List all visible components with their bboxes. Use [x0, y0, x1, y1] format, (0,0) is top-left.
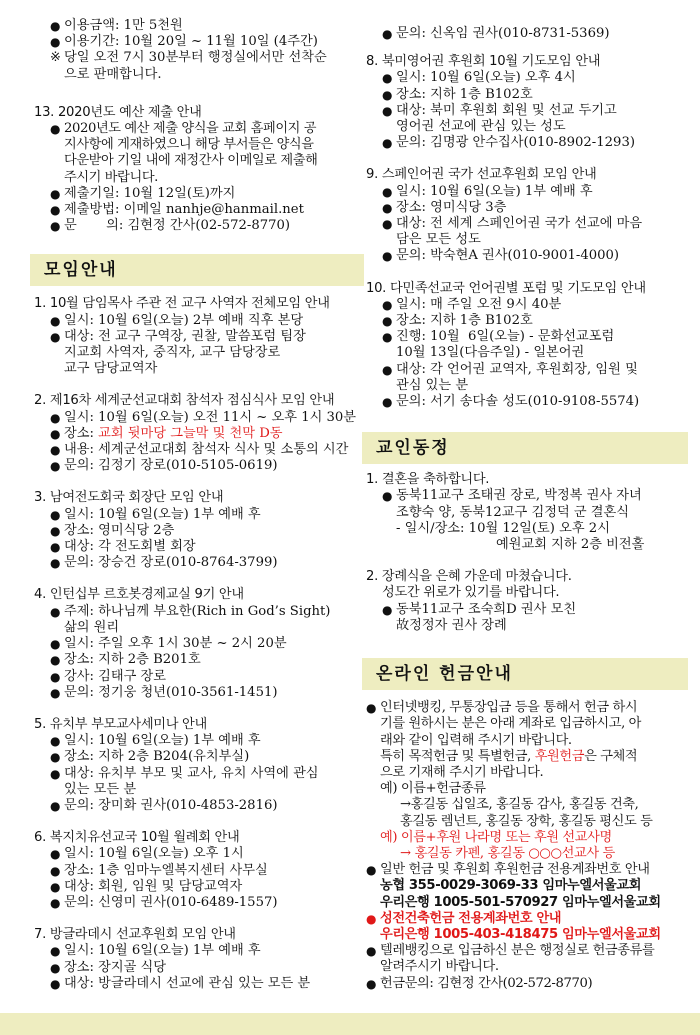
bullet-icon: ●	[50, 459, 61, 474]
bullet-icon: ●	[382, 362, 393, 377]
list-item: 으로 기재해 주시기 바랍니다.	[380, 764, 544, 780]
section-title: 7. 방글라데시 선교후원회 모임 안내	[34, 927, 236, 943]
list-item: ● 일시: 10월 6일(오늘) 1부 예배 후	[50, 733, 261, 749]
account-number: 농협 355-0029-3069-33 임마누엘서울교회	[380, 878, 642, 894]
bullet-icon: ●	[50, 750, 61, 765]
bullet-icon: ●	[366, 911, 377, 926]
bullet-icon: ●	[50, 35, 61, 50]
list-item: 지사항에 게재하였으니 해당 부서들은 양식을	[64, 137, 314, 153]
bullet-icon: ●	[50, 540, 61, 555]
list-item: ● 문의: 장승건 장로(010-8764-3799)	[50, 555, 278, 571]
list-item: 예원교회 지하 2층 비전홀	[496, 537, 645, 553]
list-item: 으로 판매합니다.	[64, 66, 162, 82]
section-title: 6. 복지치유선교국 10월 월례회 안내	[34, 830, 240, 846]
list-item: 교구 담당교역자	[64, 361, 158, 377]
bullet-icon: ●	[50, 653, 61, 668]
list-item: ● 동북11교구 조태권 장로, 박정복 권사 자녀	[382, 488, 642, 504]
bullet-icon: ●	[50, 944, 61, 959]
bullet-icon: ●	[50, 329, 61, 344]
bullet-icon: ●	[50, 734, 61, 749]
section-title: 4. 인턴십부 르호봇경제교실 9기 안내	[34, 587, 244, 603]
bullet-icon: ●	[382, 314, 393, 329]
list-item: ● 일시: 10월 6일(오늘) 1부 예배 후	[50, 506, 261, 522]
list-item: ● 대상: 회원, 임원 및 담당교역자	[50, 878, 243, 894]
bullet-icon: ●	[50, 122, 61, 137]
bullet-icon: ●	[382, 249, 393, 264]
meeting-section	[366, 167, 684, 264]
meeting-section	[366, 472, 684, 553]
list-item: ● 문의: 정기웅 청년(010-3561-1451)	[50, 684, 278, 700]
bullet-icon: ●	[50, 556, 61, 571]
list-item: ● 일시: 10월 6일(오늘) 1부 예배 후	[382, 183, 593, 199]
usage-info	[34, 18, 360, 83]
list-item: ● 장소: 장지골 식당	[50, 959, 167, 975]
bullet-icon: ●	[50, 960, 61, 975]
bullet-icon: ●	[50, 523, 61, 538]
account-number: 우리은행 1005-403-418475 임마누엘서울교회	[380, 926, 661, 942]
list-item: ● 일시: 매 주일 오전 9시 40분	[382, 296, 562, 312]
meeting-section	[34, 717, 360, 814]
section-banner-news: 교인동정	[362, 432, 688, 464]
bullet-icon: ●	[50, 19, 61, 33]
section-title: 2. 제16차 세계군선교대회 참석자 점심식사 모임 안내	[34, 393, 335, 409]
list-item: ● 대상: 각 전도회별 회장	[50, 539, 196, 555]
list-item: ● 대상: 방글라데시 선교에 관심 있는 모든 분	[50, 975, 311, 991]
list-item: ● 인터넷뱅킹, 무통장입금 등을 통해서 헌금 하시	[366, 700, 638, 716]
account-number: 우리은행 1005-501-570927 임마누엘서울교회	[380, 894, 661, 910]
bullet-icon: ●	[382, 103, 393, 118]
list-item: ● 대상: 전 교구 구역장, 권찰, 말씀포럼 팀장	[50, 328, 306, 344]
list-item: ● 주제: 하나님께 부요한(Rich in God’s Sight)	[50, 603, 331, 619]
bullet-icon: ●	[50, 976, 61, 991]
list-item: ● 장소: 1층 임마누엘복지센터 사무실	[50, 862, 268, 878]
list-item: ● 성전건축헌금 전용계좌번호 안내	[366, 910, 562, 926]
list-item: ● 진행: 10월 6일(오늘) - 문화선교포럼	[382, 329, 615, 345]
list-item: ● 문의: 신옥임 권사(010-8731-5369)	[382, 26, 610, 41]
section-title: 1. 10월 담임목사 주관 전 교구 사역자 전체모임 안내	[34, 296, 330, 312]
reference-mark-icon: ※	[50, 50, 62, 66]
highlight-text: 후원헌금	[534, 748, 585, 764]
bullet-icon: ●	[50, 604, 61, 619]
bullet-icon: ●	[50, 443, 61, 458]
bullet-icon: ●	[50, 847, 61, 862]
section-banner-offering: 온라인 헌금안내	[362, 658, 688, 690]
meeting-section	[366, 54, 684, 151]
bullet-icon: ●	[50, 507, 61, 522]
bullet-icon: ●	[50, 669, 61, 684]
list-item: ● 일시: 10월 6일(오늘) 오후 1시	[50, 846, 244, 862]
bullet-icon: ●	[382, 184, 393, 199]
list-item: 영어권 선교에 관심 있는 성도	[396, 119, 566, 135]
list-item: - 일시/장소: 10월 12일(토) 오후 2시	[396, 520, 610, 536]
bullet-icon: ●	[50, 410, 61, 425]
section-title: 9. 스페인어권 국가 선교후원회 모임 안내	[366, 167, 597, 183]
list-item: ● 동북11교구 조숙희D 권사 모친	[382, 601, 577, 617]
bullet-icon: ●	[50, 219, 61, 234]
bullet-icon: ●	[382, 489, 393, 504]
list-item: ● 대상: 북미 후원회 회원 및 선교 두기고	[382, 102, 617, 118]
bullet-icon: ●	[50, 863, 61, 878]
meeting-section	[366, 569, 684, 634]
bullet-icon: ●	[366, 944, 377, 959]
list-item: ● 대상: 전 세계 스페인어권 국가 선교에 마음	[382, 216, 643, 232]
list-item: ● 일시: 10월 6일(오늘) 오전 11시 ~ 오후 1시 30분	[50, 409, 357, 425]
list-item: 10월 13일(다음주일) - 일본어권	[396, 345, 585, 361]
list-item: 故정정자 권사 장례	[396, 617, 507, 633]
bullet-icon: ●	[366, 701, 377, 716]
offering-info	[366, 700, 684, 992]
bullet-icon: ●	[50, 313, 61, 328]
list-item: 삶의 원리	[64, 619, 120, 635]
bullet-icon: ●	[50, 186, 61, 201]
section-title: 1. 결혼을 축하합니다.	[366, 472, 490, 488]
list-item: 지교회 사역자, 중직자, 교구 담당장로	[64, 345, 281, 361]
list-item: 있는 모든 분	[64, 781, 137, 797]
bullet-icon: ●	[382, 200, 393, 215]
list-item: ● 문의: 장미화 권사(010-4853-2816)	[50, 797, 278, 813]
list-item: ● 대상: 유치부 부모 및 교사, 유치 사역에 관심	[50, 765, 319, 781]
meeting-section	[34, 490, 360, 571]
list-item: 기를 원하시는 분은 아래 계좌로 입금하시고, 아	[380, 716, 641, 732]
section-title: 13. 2020년도 예산 제출 안내	[34, 104, 202, 120]
section-subtitle: 성도간 위로가 있기를 바랍니다.	[382, 585, 560, 601]
news-list	[366, 472, 684, 634]
list-item: 예) 이름+헌금종류	[380, 781, 486, 797]
meeting-section	[34, 393, 360, 474]
list-item: ● 일반 헌금 및 후원회 후원헌금 전용계좌번호 안내	[366, 862, 650, 878]
list-item: 관심 있는 분	[396, 377, 469, 393]
list-item: 담은 모든 성도	[396, 232, 481, 248]
list-item: 예) 이름+후원 나라명 또는 후원 선교사명	[380, 829, 612, 845]
list-item: ● 제출기일: 10월 12일(토)까지	[50, 185, 236, 201]
list-item: ● 텔레뱅킹으로 입금하신 분은 행정실로 헌금종류를	[366, 943, 655, 959]
bullet-icon: ●	[382, 217, 393, 232]
meetings-list	[34, 296, 360, 992]
section-title: 10. 다민족선교국 언어권별 포럼 및 기도모임 안내	[366, 280, 646, 296]
list-item: ● 장소: 영미식당 2층	[50, 522, 175, 538]
list-item: 래와 같이 입력해 주시기 바랍니다.	[380, 732, 572, 748]
bullet-icon: ●	[382, 297, 393, 312]
bullet-icon: ●	[382, 136, 393, 151]
list-item: ● 장소: 지하 2층 B204(유치부실)	[50, 749, 250, 765]
meeting-section	[34, 830, 360, 911]
bullet-icon: ●	[50, 203, 61, 218]
list-item: ● 일시: 10월 6일(오늘) 2부 예배 직후 본당	[50, 312, 304, 328]
list-item: ● 장소: 지하 1층 B102호	[382, 313, 533, 329]
list-item: ● 문의: 김정기 장로(010-5105-0619)	[50, 458, 278, 474]
list-item: ● 문의: 김명광 안수집사(010-8902-1293)	[382, 135, 635, 151]
section-title: 2. 장례식을 은혜 가운데 마쳤습니다.	[366, 569, 572, 585]
bullet-icon: ●	[50, 766, 61, 781]
list-item: →홍길동 십일조, 홍길동 감사, 홍길동 건축,	[400, 797, 639, 813]
section-title: 3. 남여전도회국 회장단 모임 안내	[34, 490, 224, 506]
bullet-icon: ●	[50, 685, 61, 700]
meeting-section	[34, 296, 360, 377]
list-item: ※ 당일 오전 7시 30분부터 행정실에서만 선착순	[50, 50, 327, 66]
bullet-icon: ●	[50, 895, 61, 910]
section-banner-meetings: 모임안내	[30, 254, 364, 286]
list-item: → 홍길동 카펜, 홍길동 ○○○선교사 등	[400, 845, 615, 861]
list-item: 조향숙 양, 동북12교구 김정덕 군 결혼식	[396, 504, 630, 520]
list-item: ● 대상: 각 언어권 교역자, 후원회장, 임원 및	[382, 361, 638, 377]
list-item: 특히 목적헌금 및 특별헌금, 후원헌금은 구체적	[380, 748, 638, 764]
list-item: ● 장소: 교회 뒷마당 그늘막 및 천막 D동	[50, 425, 283, 441]
list-item: 홍길동 렘넌트, 홍길동 장학, 홍길동 평신도 등	[400, 813, 653, 829]
list-item: ● 장소: 지하 1층 B102호	[382, 86, 533, 102]
bullet-icon: ●	[50, 798, 61, 813]
list-item: ● 강사: 김태구 장로	[50, 668, 167, 684]
list-item: ● 문 의: 김현정 간사(02-572-8770)	[50, 218, 291, 234]
bullet-icon: ●	[50, 426, 61, 441]
list-item: ● 내용: 세계군선교대회 참석자 식사 및 소통의 시간	[50, 442, 349, 458]
meeting-section	[366, 281, 684, 411]
list-item: ● 문의: 서기 송다솔 성도(010-9108-5574)	[382, 394, 640, 410]
bullet-icon: ●	[366, 976, 377, 991]
meeting-section	[34, 587, 360, 700]
list-item: ● 헌금문의: 김현정 간사(02-572-8770)	[366, 975, 593, 991]
list-item: ● 이용기간: 10월 20일 ~ 11월 10일 (4주간)	[50, 34, 318, 50]
list-item: 다운받아 기일 내에 재정간사 이메일로 제출해	[64, 153, 318, 169]
list-item: ● 문의: 신영미 권사(010-6489-1557)	[50, 894, 278, 910]
bullet-icon: ●	[50, 637, 61, 652]
right-column	[366, 0, 684, 992]
contact-info	[366, 26, 684, 42]
section-13	[34, 105, 360, 235]
bullet-icon: ●	[382, 602, 393, 617]
highlight-text: 교회 뒷마당 그늘막 및 천막 D동	[98, 425, 283, 441]
left-column	[34, 0, 360, 992]
list-item: ● 장소: 지하 2층 B201호	[50, 652, 201, 668]
bullet-icon: ●	[366, 863, 377, 878]
list-item: ● 일시: 주일 오후 1시 30분 ~ 2시 20분	[50, 636, 287, 652]
list-item: ● 장소: 영미식당 3층	[382, 199, 507, 215]
section-title: 8. 북미영어권 후원회 10월 기도모임 안내	[366, 54, 601, 70]
list-item: ● 문의: 박숙현A 권사(010-9001-4000)	[382, 248, 620, 264]
list-item: 주시기 바랍니다.	[64, 169, 158, 185]
list-item: ● 일시: 10월 6일(오늘) 오후 4시	[382, 70, 576, 86]
meetings-list-right	[366, 54, 684, 410]
list-item: ● 제출방법: 이메일 nanhje@hanmail.net	[50, 202, 304, 218]
list-item: 알려주시기 바랍니다.	[380, 959, 499, 975]
section-title: 5. 유치부 부모교사세미나 안내	[34, 716, 207, 732]
list-item: ● 일시: 10월 6일(오늘) 1부 예배 후	[50, 943, 261, 959]
footer-bar	[0, 1013, 700, 1035]
bullet-icon: ●	[382, 330, 393, 345]
list-item: ● 2020년도 예산 제출 양식을 교회 홈페이지 공	[50, 121, 317, 137]
bullet-icon: ●	[382, 27, 393, 41]
bullet-icon: ●	[382, 71, 393, 86]
bullet-icon: ●	[382, 87, 393, 102]
list-item: ● 이용금액: 1만 5천원	[50, 18, 183, 33]
meeting-section	[34, 927, 360, 992]
bullet-icon: ●	[382, 395, 393, 410]
bullet-icon: ●	[50, 879, 61, 894]
